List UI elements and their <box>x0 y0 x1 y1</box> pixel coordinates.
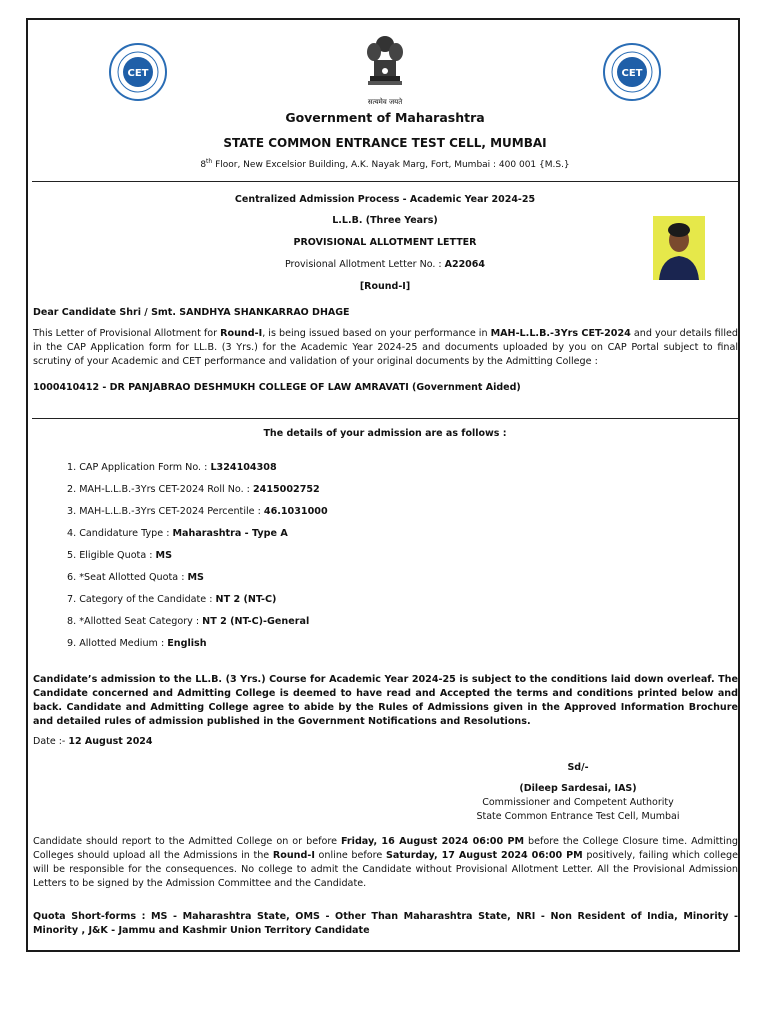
intro-paragraph: This Letter of Provisional Allotment for Round-I, is being issued based on your performance in MAH-L.L.B.-3Yrs CET-2024 and your details filled in the CAP Application form for LL.B. (3 Yrs.) for the Academic Year 2024-25 and documents uploaded by you on CAP Portal subject to final scrutiny of your Academic and CET performance and validation of your original documents by the Admitting College : <box>33 328 738 367</box>
address: 8th Floor, New Excelsior Building, A.K. Nayak Marg, Fort, Mumbai : 400 001 {M.S.} <box>200 158 570 170</box>
details-heading: The details of your admission are as follows : <box>263 428 507 439</box>
detail-item: 8. *Allotted Seat Category : NT 2 (NT-C)-General <box>67 616 310 627</box>
cet-logo-right-text: CET <box>621 68 643 79</box>
course-name: L.L.B. (Three Years) <box>332 215 438 226</box>
letter-title: PROVISIONAL ALLOTMENT LETTER <box>293 237 477 248</box>
detail-item: 4. Candidature Type : Maharashtra - Type A <box>67 528 288 539</box>
salutation: Dear Candidate Shri / Smt. SANDHYA SHANKARRAO DHAGE <box>33 307 350 318</box>
detail-item: 9. Allotted Medium : English <box>67 638 207 649</box>
signature-sd: Sd/- <box>567 762 589 773</box>
reporting-paragraph: Candidate should report to the Admitted College on or before Friday, 16 August 2024 06:00 PM before the College Closure time. Admitting Colleges should upload all the Admissions in the Round-I online before Saturday, 17 August 2024 06:00 PM positively, failing which college will be responsible for the consequences. No college to admit the Candidate without Provisional Allotment Letter. All the Provisional Admission Letters to be signed by the Admission Committee and the Candidate. <box>33 836 738 889</box>
round-label: [Round-I] <box>359 281 411 292</box>
candidate-photo <box>653 216 705 280</box>
state-emblem <box>360 30 410 102</box>
letter-date: Date :- 12 August 2024 <box>33 736 153 747</box>
detail-item: 7. Category of the Candidate : NT 2 (NT-C) <box>67 594 277 605</box>
emblem-motto: सत्यमेव जयते <box>367 98 403 106</box>
signatory-office: State Common Entrance Test Cell, Mumbai <box>476 811 680 822</box>
signatory-designation: Commissioner and Competent Authority <box>482 797 674 808</box>
cet-logo-right <box>602 42 662 102</box>
detail-item: 6. *Seat Allotted Quota : MS <box>67 572 204 583</box>
signatory-name: (Dileep Sardesai, IAS) <box>519 783 637 794</box>
government-title: Government of Maharashtra <box>285 110 485 125</box>
allotted-college: 1000410412 - DR PANJABRAO DESHMUKH COLLEGE OF LAW AMRAVATI (Government Aided) <box>33 382 521 393</box>
detail-item: 3. MAH-L.L.B.-3Yrs CET-2024 Percentile : 46.1031000 <box>67 506 328 517</box>
quota-short-forms: Quota Short-forms : MS - Maharashtra State, OMS - Other Than Maharashtra State, NRI - Non Resident of India, Minority - Minority , J&K - Jammu and Kashmir Union Territory Candidate <box>33 911 738 936</box>
cell-title: STATE COMMON ENTRANCE TEST CELL, MUMBAI <box>223 136 547 150</box>
cap-line: Centralized Admission Process - Academic Year 2024-25 <box>234 194 536 205</box>
detail-item: 1. CAP Application Form No. : L324104308 <box>67 462 277 473</box>
detail-item: 5. Eligible Quota : MS <box>67 550 173 561</box>
cet-logo-left <box>108 42 168 102</box>
cet-logo-left-text: CET <box>127 68 149 79</box>
letter-number: Provisional Allotment Letter No. : A22064 <box>284 259 486 270</box>
terms-paragraph: Candidate’s admission to the LL.B. (3 Yrs.) Course for Academic Year 2024-25 is subject to the conditions laid down overleaf. The Candidate concerned and Admitting College is deemed to have read and Accepted the terms and conditions printed below and back. Candidate and Admitting College agree to abide by the Rules of Admissions given in the Approved Information Brochure and detailed rules of admission published in the Government Notifications and Resolutions. <box>33 674 738 727</box>
detail-item: 2. MAH-L.L.B.-3Yrs CET-2024 Roll No. : 2415002752 <box>67 484 320 495</box>
divider-top <box>32 181 738 182</box>
divider-middle <box>32 418 738 419</box>
